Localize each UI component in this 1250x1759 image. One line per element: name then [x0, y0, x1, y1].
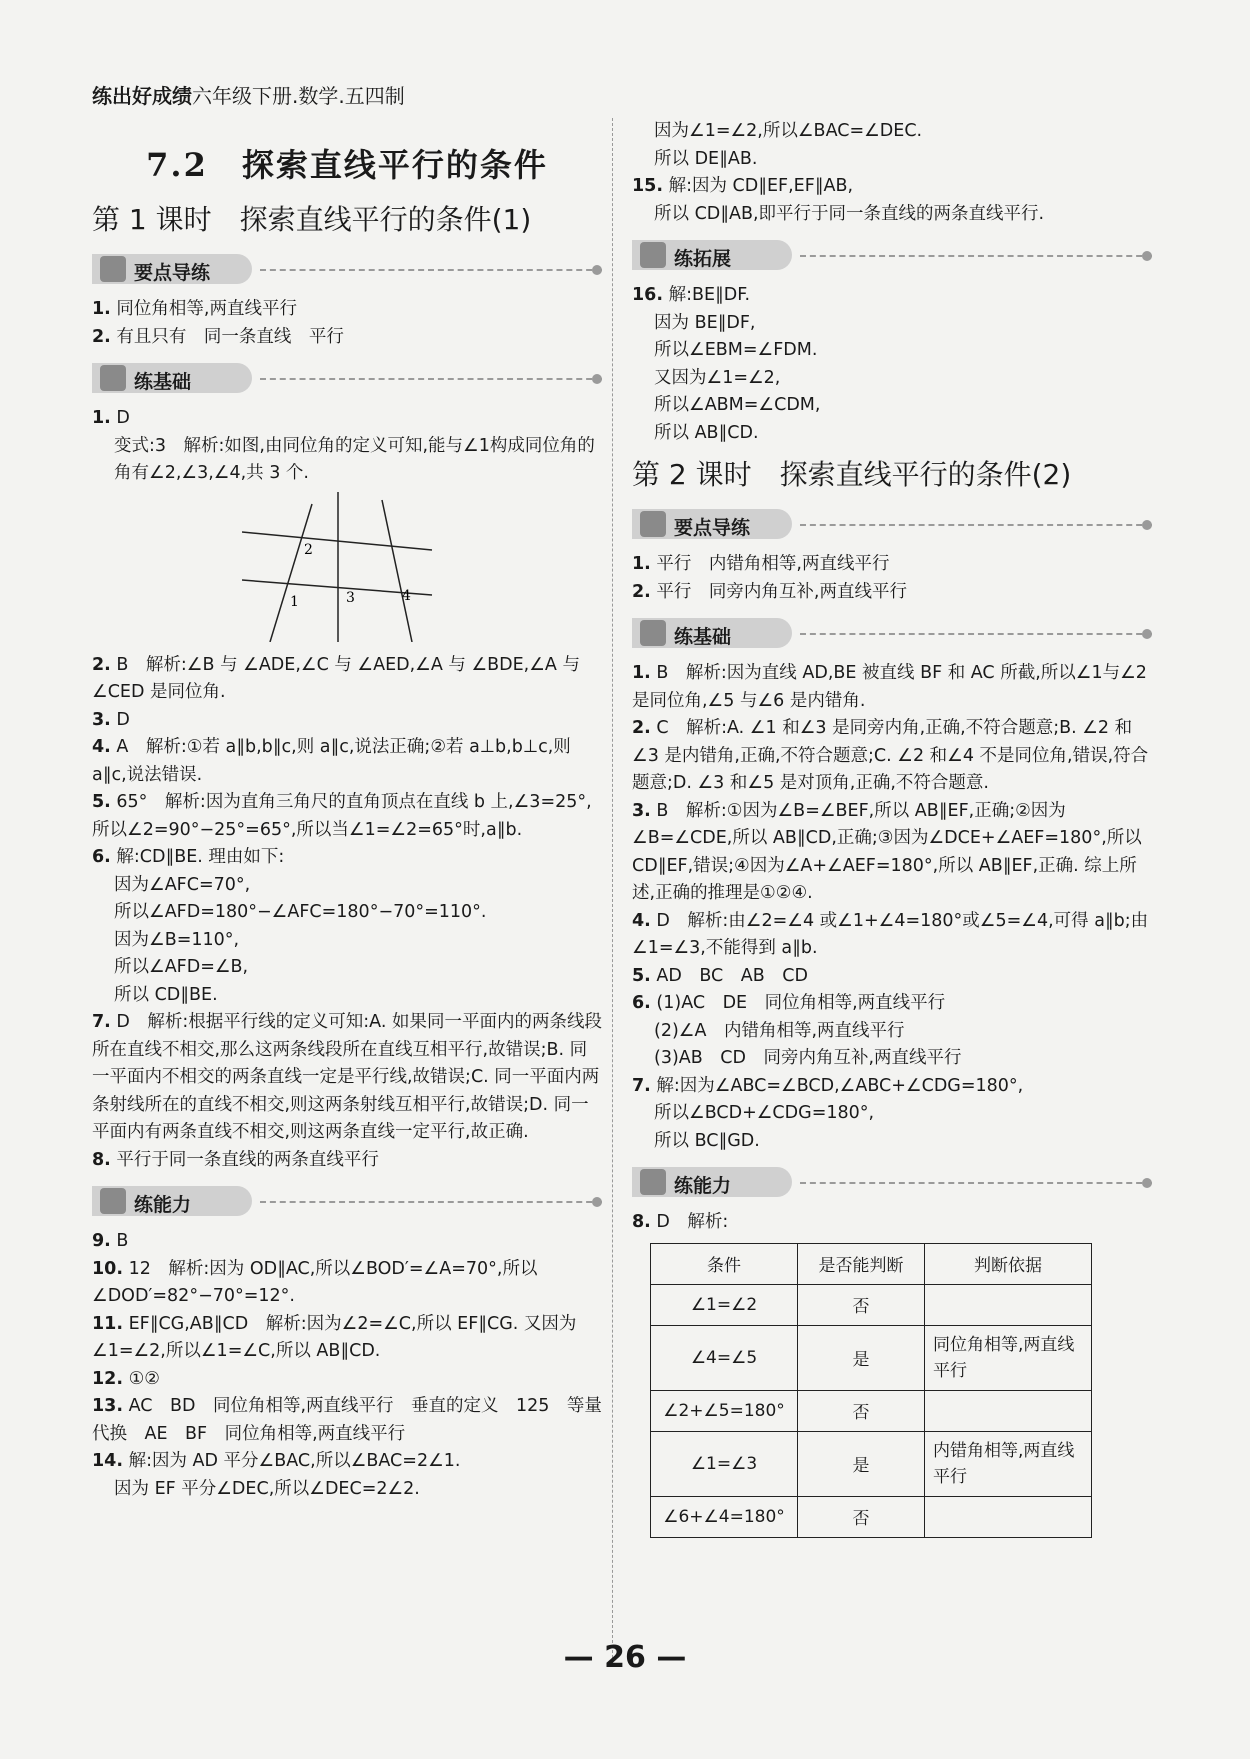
answer-text: 因为∠B=110°, [114, 929, 240, 950]
answer-line [92, 844, 602, 872]
table-header: 是否能判断 [798, 1243, 925, 1284]
table-row [651, 1431, 1092, 1496]
answer-line [92, 1009, 602, 1147]
answer-line [92, 1366, 602, 1394]
table-row [651, 1496, 1092, 1537]
tag-extend: 练拓展 [632, 238, 1152, 274]
right-ability-list [632, 1209, 1152, 1237]
answer-text: 解:因为 AD 平分∠BAC,所以∠BAC=2∠1. [128, 1451, 461, 1471]
answer-line [632, 660, 1152, 715]
answer-line [92, 927, 602, 955]
answer-line [632, 392, 1152, 420]
answer-text: B 解析:因为直线 AD,BE 被直线 BF 和 AC 所截,所以∠1与∠2 是同位角,∠5 与∠6 是内错角. [632, 663, 1147, 711]
table-cell: ∠1=∠3 [651, 1431, 798, 1496]
answer-number: 1. [92, 299, 111, 319]
answer-line [632, 173, 1152, 201]
answer-text: AD BC AB CD [656, 965, 808, 986]
answer-line [632, 1209, 1152, 1237]
answer-text: 所以 DE∥AB. [654, 148, 758, 169]
answer-text: ①② [128, 1368, 160, 1389]
table-cell: 是 [798, 1325, 925, 1390]
tag-key-points: 要点导练 [92, 252, 602, 288]
table-cell: 否 [798, 1284, 925, 1325]
answer-line [92, 1256, 602, 1311]
answer-line [92, 652, 602, 707]
answer-line [92, 899, 602, 927]
answer-text: 65° 解析:因为直角三角尺的直角顶点在直线 b 上,∠3=25°,所以∠2=90°−25°=65°,所以当∠1=∠2=65°时,a∥b. [92, 792, 592, 840]
answer-line [92, 1393, 602, 1448]
answer-line [632, 1073, 1152, 1101]
table-cell: 否 [798, 1496, 925, 1537]
answer-text: D [116, 709, 130, 730]
answer-text: 所以 BC∥GD. [654, 1130, 760, 1151]
answer-line [92, 1448, 602, 1476]
right-extend-list [632, 282, 1152, 447]
answer-text: 因为 BE∥DF, [654, 312, 756, 333]
answer-text: 所以∠ABM=∠CDM, [654, 395, 821, 415]
answer-text: 有且只有 同一条直线 平行 [116, 326, 344, 347]
answer-number: 5. [632, 965, 651, 986]
answer-number: 4. [632, 910, 651, 931]
answer-number: 12. [92, 1368, 124, 1389]
table-cell: 内错角相等,两直线平行 [925, 1431, 1092, 1496]
table-header: 判断依据 [925, 1243, 1092, 1284]
answer-text: 解:因为 CD∥EF,EF∥AB, [668, 176, 854, 196]
answer-number: 2. [92, 326, 111, 347]
right-continuation [632, 118, 1152, 228]
answer-text: AC BD 同位角相等,两直线平行 垂直的定义 125 等量代换 AE BF 同位角相等,两直线平行 [92, 1396, 602, 1444]
answer-number: 2. [632, 581, 651, 602]
answer-text: 所以 CD∥AB,即平行于同一条直线的两条直线平行. [654, 203, 1045, 224]
answer-line [632, 365, 1152, 393]
answer-number: 14. [92, 1451, 124, 1471]
answer-text: 又因为∠1=∠2, [654, 367, 781, 388]
answer-text: D 解析: [656, 1212, 729, 1232]
answer-line [632, 420, 1152, 448]
answer-text: D [116, 408, 130, 428]
table-cell: ∠1=∠2 [651, 1284, 798, 1325]
answer-number: 6. [92, 847, 111, 867]
answer-line [92, 789, 602, 844]
lesson2-title: 第 2 课时 探索直线平行的条件(2) [632, 458, 1072, 491]
answer-text: 平行 内错角相等,两直线平行 [656, 554, 890, 574]
answer-number: 16. [632, 285, 664, 305]
runner-icon [640, 620, 666, 646]
angle-label-1: 1 [290, 593, 299, 610]
answer-line [632, 579, 1152, 607]
answer-line [92, 1228, 602, 1256]
answer-text: 变式:3 解析:如图,由同位角的定义可知,能与∠1构成同位角的角有∠2,∠3,∠4,共 3 个. [114, 435, 595, 483]
answer-line [632, 201, 1152, 229]
answer-text: 同位角相等,两直线平行 [116, 299, 297, 319]
answer-text: 所以∠AFD=180°−∠AFC=180°−70°=110°. [114, 902, 487, 922]
header-subtitle: 六年级下册.数学.五四制 [192, 84, 405, 108]
table-cell: ∠4=∠5 [651, 1325, 798, 1390]
left-ability-list [92, 1228, 602, 1503]
left-column [92, 130, 602, 1503]
answer-text: 平行于同一条直线的两条直线平行 [116, 1149, 379, 1170]
answer-number: 6. [632, 993, 651, 1013]
answer-text: 解:BE∥DF. [668, 285, 751, 305]
answer-line [92, 982, 602, 1010]
table-row [651, 1325, 1092, 1390]
transversal-figure [242, 492, 442, 642]
answer-line [92, 872, 602, 900]
answer-number: 7. [632, 1075, 651, 1096]
answer-number: 13. [92, 1396, 124, 1416]
table-cell: ∠6+∠4=180° [651, 1496, 798, 1537]
angle-label-4: 4 [402, 587, 411, 604]
right-column [632, 118, 1152, 1538]
table-cell [925, 1390, 1092, 1431]
answer-text: B [116, 1231, 129, 1251]
answer-line [632, 337, 1152, 365]
answer-number: 3. [632, 800, 651, 821]
answer-text: (2)∠A 内错角相等,两直线平行 [654, 1020, 905, 1041]
answer-number: 1. [632, 554, 651, 574]
answer-number: 9. [92, 1231, 111, 1251]
answer-number: 11. [92, 1313, 124, 1334]
angle-label-2: 2 [304, 541, 313, 558]
answer-text: 所以∠BCD+∠CDG=180°, [654, 1103, 875, 1123]
right-key-list [632, 551, 1152, 606]
table-row [651, 1390, 1092, 1431]
answer-text: 解:因为∠ABC=∠BCD,∠ABC+∠CDG=180°, [656, 1075, 1024, 1096]
answer-text: 因为∠1=∠2,所以∠BAC=∠DEC. [654, 121, 923, 141]
answer-text: 平行 同旁内角互补,两直线平行 [656, 581, 907, 602]
answer-line [632, 1045, 1152, 1073]
answer-line [632, 990, 1152, 1018]
answer-number: 1. [92, 408, 111, 428]
runner-icon [100, 365, 126, 391]
answer-number: 5. [92, 792, 111, 812]
answer-line [632, 1018, 1152, 1046]
table-cell [925, 1496, 1092, 1537]
answer-line [632, 715, 1152, 798]
answer-number: 8. [92, 1149, 111, 1170]
table-cell: 是 [798, 1431, 925, 1496]
answer-line [92, 734, 602, 789]
answer-line [92, 433, 602, 488]
answer-line [92, 1476, 602, 1504]
left-basic-list-cont [92, 652, 602, 1175]
judgement-table [650, 1243, 1092, 1538]
brand: 练出好成绩 [92, 84, 192, 108]
answer-text: C 解析:A. ∠1 和∠3 是同旁内角,正确,不符合题意;B. ∠2 和∠3 是内错角,正确,不符合题意;C. ∠2 和∠4 不是同位角,错误,符合题意;D. ∠3 和∠5 是对顶角,正确,不符合题意. [632, 718, 1149, 793]
answer-text: 所以∠AFD=∠B, [114, 957, 249, 977]
answer-number: 4. [92, 737, 111, 757]
left-basic-list [92, 405, 602, 488]
table-header-row [651, 1243, 1092, 1284]
answer-text: 因为 EF 平分∠DEC,所以∠DEC=2∠2. [114, 1478, 420, 1499]
running-header [92, 80, 405, 109]
table-cell [925, 1284, 1092, 1325]
answer-line [632, 551, 1152, 579]
right-basic-list [632, 660, 1152, 1155]
grid-icon [100, 256, 126, 282]
answer-line [92, 324, 602, 352]
tag-basic: 练基础 [92, 361, 602, 397]
answer-number: 2. [632, 718, 651, 738]
answer-text: B 解析:∠B 与 ∠ADE,∠C 与 ∠AED,∠A 与 ∠BDE,∠A 与∠CED 是同位角. [92, 654, 580, 702]
section-title: 7.2 探索直线平行的条件 [146, 146, 548, 184]
page-number: — 26 — [563, 1640, 687, 1675]
answer-line [632, 908, 1152, 963]
table-cell: 否 [798, 1390, 925, 1431]
answer-line [632, 310, 1152, 338]
answer-text: 因为∠AFC=70°, [114, 874, 251, 895]
answer-number: 7. [92, 1012, 111, 1032]
answer-line [632, 798, 1152, 908]
answer-text: (1)AC DE 同位角相等,两直线平行 [656, 993, 946, 1013]
answer-text: 所以 CD∥BE. [114, 984, 218, 1005]
answer-text: EF∥CG,AB∥CD 解析:因为∠2=∠C,所以 EF∥CG. 又因为∠1=∠2,所以∠1=∠C,所以 AB∥CD. [92, 1313, 577, 1361]
answer-text: 所以∠EBM=∠FDM. [654, 340, 818, 360]
answer-line [632, 1100, 1152, 1128]
tag-ability: 练能力 [92, 1184, 602, 1220]
answer-line [92, 954, 602, 982]
answer-line [92, 405, 602, 433]
answer-line [92, 1311, 602, 1366]
answer-line [632, 146, 1152, 174]
answer-line [92, 296, 602, 324]
answer-number: 10. [92, 1258, 124, 1279]
answer-text: 所以 AB∥CD. [654, 422, 759, 443]
runner-icon [640, 1169, 666, 1195]
answer-line [632, 963, 1152, 991]
table-row [651, 1284, 1092, 1325]
answer-number: 8. [632, 1212, 651, 1232]
tag-ability-2: 练能力 [632, 1165, 1152, 1201]
answer-text: D 解析:由∠2=∠4 或∠1+∠4=180°或∠5=∠4,可得 a∥b;由∠1=∠3,不能得到 a∥b. [632, 910, 1149, 958]
column-divider [612, 118, 613, 1658]
answer-text: D 解析:根据平行线的定义可知:A. 如果同一平面内的两条线段所在直线不相交,那么这两条线段所在直线互相平行,故错误;B. 同一平面内不相交的两条直线一定是平行线,故错误;C. 同一平面内两条射线所在的直线不相交,则这两条射线互相平行,故错误;D. 同一平面内有两条直线不相交,则这两条直线一定平行,故正确. [92, 1012, 602, 1142]
answer-line [632, 282, 1152, 310]
tag-key-points-2: 要点导练 [632, 507, 1152, 543]
grid-icon [640, 511, 666, 537]
lesson1-title: 第 1 课时 探索直线平行的条件(1) [92, 203, 532, 236]
answer-line [632, 118, 1152, 146]
answer-number: 15. [632, 176, 664, 196]
answer-text: 解:CD∥BE. 理由如下: [116, 847, 285, 867]
answer-number: 3. [92, 709, 111, 730]
answer-text: A 解析:①若 a∥b,b∥c,则 a∥c,说法正确;②若 a⊥b,b⊥c,则 a∥c,说法错误. [92, 737, 571, 785]
runner-icon [640, 242, 666, 268]
answer-number: 2. [92, 654, 111, 675]
answer-text: (3)AB CD 同旁内角互补,两直线平行 [654, 1048, 962, 1068]
answer-line [92, 707, 602, 735]
answer-number: 1. [632, 663, 651, 683]
answer-text: B 解析:①因为∠B=∠BEF,所以 AB∥EF,正确;②因为∠B=∠CDE,所以 AB∥CD,正确;③因为∠DCE+∠AEF=180°,所以 CD∥EF,错误;④因为∠A+∠AEF=180°,所以 AB∥EF,正确. 综上所述,正确的推理是①②④. [632, 800, 1142, 903]
runner-icon [100, 1188, 126, 1214]
answer-text: 12 解析:因为 OD∥AC,所以∠BOD′=∠A=70°,所以∠DOD′=82°−70°=12°. [92, 1258, 538, 1306]
table-cell: ∠2+∠5=180° [651, 1390, 798, 1431]
table-cell: 同位角相等,两直线平行 [925, 1325, 1092, 1390]
table-header: 条件 [651, 1243, 798, 1284]
answer-line [92, 1147, 602, 1175]
answer-line [632, 1128, 1152, 1156]
tag-basic-2: 练基础 [632, 616, 1152, 652]
angle-label-3: 3 [346, 589, 355, 606]
left-key-list [92, 296, 602, 351]
